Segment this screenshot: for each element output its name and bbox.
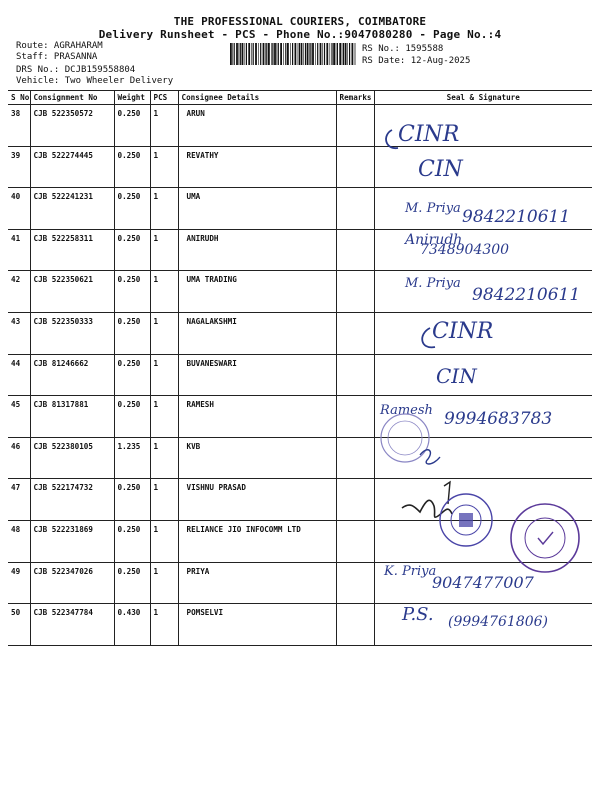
barcode-bar: [290, 43, 291, 65]
table-row: [8, 562, 592, 604]
seal-cell: [374, 229, 592, 271]
weight-cell: 0.250: [114, 312, 150, 354]
remarks-cell: [336, 520, 374, 562]
barcode-bar: [272, 43, 273, 65]
remarks-cell: [336, 146, 374, 188]
weight-cell: 1.235: [114, 437, 150, 479]
consignment-cell: CJB 522380105: [30, 437, 114, 479]
sno-cell: 41: [8, 229, 30, 271]
barcode-bar: [333, 43, 335, 65]
sno-cell: 43: [8, 312, 30, 354]
weight-cell: 0.250: [114, 562, 150, 604]
barcode-bar: [266, 43, 267, 65]
barcode-bar: [260, 43, 261, 65]
remarks-cell: [336, 396, 374, 438]
signature-42-name: M. Priya: [405, 276, 461, 291]
consignee-cell: KVB: [178, 437, 336, 479]
barcode-bar: [268, 43, 270, 65]
seal-cell: [374, 520, 592, 562]
route-label: Route: AGRAHARAM: [16, 41, 103, 51]
barcode-bar: [309, 43, 310, 65]
barcode-bar: [292, 43, 293, 65]
table-row: [8, 354, 592, 396]
pcs-cell: 1: [150, 271, 178, 313]
barcode-icon: [230, 43, 356, 65]
consignee-cell: VISHNU PRASAD: [178, 479, 336, 521]
signature-44: CIN: [436, 364, 477, 388]
barcode-bar: [303, 43, 304, 65]
barcode-bar: [330, 43, 331, 65]
seal-cell: [374, 562, 592, 604]
remarks-cell: [336, 229, 374, 271]
consignment-cell: CJB 522347026: [30, 562, 114, 604]
pcs-cell: 1: [150, 146, 178, 188]
col-remarks: Remarks: [336, 91, 374, 105]
delivery-table: [8, 90, 592, 646]
sno-cell: 38: [8, 105, 30, 147]
sno-cell: 49: [8, 562, 30, 604]
barcode-bar: [244, 43, 245, 65]
barcode-bar: [263, 43, 265, 65]
weight-cell: 0.250: [114, 354, 150, 396]
barcode-bar: [246, 43, 247, 65]
barcode-bar: [324, 43, 325, 65]
barcode-bar: [240, 43, 241, 65]
weight-cell: 0.250: [114, 479, 150, 521]
barcode-bar: [271, 43, 272, 65]
seal-cell: [374, 188, 592, 230]
barcode-bar: [355, 43, 356, 65]
sno-cell: 42: [8, 271, 30, 313]
table-row: [8, 396, 592, 438]
barcode-bar: [236, 43, 238, 65]
col-consignee: Consignee Details: [178, 91, 336, 105]
consignment-cell: CJB 81317881: [30, 396, 114, 438]
sno-cell: 50: [8, 604, 30, 646]
barcode-bar: [277, 43, 278, 65]
barcode-bar: [299, 43, 300, 65]
consignment-cell: CJB 522274445: [30, 146, 114, 188]
seal-cell: [374, 437, 592, 479]
sno-cell: 39: [8, 146, 30, 188]
barcode-bar: [280, 43, 282, 65]
weight-cell: 0.250: [114, 146, 150, 188]
signature-41-name: Anirudh: [405, 232, 463, 248]
pcs-cell: 1: [150, 396, 178, 438]
rs-date: RS Date: 12-Aug-2025: [362, 56, 471, 66]
table-row: [8, 604, 592, 646]
table-row: [8, 146, 592, 188]
pcs-cell: 1: [150, 229, 178, 271]
col-pcs: PCS: [150, 91, 178, 105]
pcs-cell: 1: [150, 479, 178, 521]
consignee-cell: UMA: [178, 188, 336, 230]
consignee-cell: UMA TRADING: [178, 271, 336, 313]
barcode-bar: [253, 43, 254, 65]
remarks-cell: [336, 437, 374, 479]
consignee-cell: ARUN: [178, 105, 336, 147]
barcode-bar: [349, 43, 350, 65]
weight-cell: 0.250: [114, 105, 150, 147]
sno-cell: 44: [8, 354, 30, 396]
signature-42-phone: 9842210611: [472, 285, 581, 305]
barcode-bar: [287, 43, 289, 65]
weight-cell: 0.250: [114, 271, 150, 313]
remarks-cell: [336, 562, 374, 604]
barcode-bar: [251, 43, 252, 65]
barcode-bar: [255, 43, 257, 65]
sno-cell: 47: [8, 479, 30, 521]
seal-cell: [374, 105, 592, 147]
consignee-cell: NAGALAKSHMI: [178, 312, 336, 354]
consignment-cell: CJB 522350572: [30, 105, 114, 147]
seal-cell: [374, 604, 592, 646]
remarks-cell: [336, 188, 374, 230]
signature-49-name: K. Priya: [384, 564, 437, 579]
table-row: [8, 479, 592, 521]
barcode-bar: [322, 43, 323, 65]
barcode-bar: [345, 43, 347, 65]
barcode-bar: [336, 43, 337, 65]
consignee-cell: REVATHY: [178, 146, 336, 188]
sno-cell: 46: [8, 437, 30, 479]
pcs-cell: 1: [150, 437, 178, 479]
drs-label: DRS No.: DCJB159558804: [16, 65, 136, 75]
runsheet-subtitle: Delivery Runsheet - PCS - Phone No.:9047080280 - Page No.:4: [98, 28, 502, 41]
weight-cell: 0.250: [114, 520, 150, 562]
seal-cell: [374, 146, 592, 188]
pcs-cell: 1: [150, 188, 178, 230]
barcode-bar: [242, 43, 244, 65]
signature-50-name: P.S.: [402, 604, 434, 625]
barcode-bar: [337, 43, 338, 65]
barcode-bar: [315, 43, 316, 65]
barcode-bar: [312, 43, 314, 65]
sno-cell: 45: [8, 396, 30, 438]
table-row: [8, 271, 592, 313]
pcs-cell: 1: [150, 105, 178, 147]
table-row: [8, 105, 592, 147]
barcode-bar: [234, 43, 235, 65]
barcode-bar: [343, 43, 344, 65]
consignment-cell: CJB 522258311: [30, 229, 114, 271]
signature-41-phone: 7348904300: [420, 242, 510, 258]
signature-43: CINR: [432, 319, 494, 344]
col-weight: Weight: [114, 91, 150, 105]
signature-40-phone: 9842210611: [462, 207, 571, 227]
pcs-cell: 1: [150, 354, 178, 396]
signature-45-phone: 9994683783: [444, 409, 553, 429]
sno-cell: 48: [8, 520, 30, 562]
pcs-cell: 1: [150, 520, 178, 562]
consignee-cell: PRIYA: [178, 562, 336, 604]
consignment-cell: CJB 522350333: [30, 312, 114, 354]
remarks-cell: [336, 604, 374, 646]
weight-cell: 0.430: [114, 604, 150, 646]
barcode-bar: [283, 43, 284, 65]
barcode-bar: [248, 43, 250, 65]
pcs-cell: 1: [150, 562, 178, 604]
consignee-cell: RELIANCE JIO INFOCOMM LTD: [178, 520, 336, 562]
col-sno: S No: [8, 91, 30, 105]
remarks-cell: [336, 271, 374, 313]
seal-cell: [374, 312, 592, 354]
barcode-bar: [232, 43, 233, 65]
signature-40-name: M. Priya: [405, 201, 461, 216]
barcode-bar: [326, 43, 328, 65]
barcode-bar: [301, 43, 303, 65]
barcode-bar: [258, 43, 259, 65]
signature-39: CIN: [418, 157, 463, 182]
barcode-bar: [305, 43, 306, 65]
pcs-cell: 1: [150, 604, 178, 646]
barcode-bar: [274, 43, 276, 65]
consignee-cell: ANIRUDH: [178, 229, 336, 271]
rs-number: RS No.: 1595588: [362, 44, 444, 54]
staff-label: Staff: PRASANNA: [16, 52, 98, 62]
col-consignment: Consignment No: [30, 91, 114, 105]
barcode-bar: [310, 43, 311, 65]
company-title: THE PROFESSIONAL COURIERS, COIMBATORE: [173, 15, 427, 28]
remarks-cell: [336, 105, 374, 147]
seal-cell: [374, 271, 592, 313]
consignee-cell: POMSELVI: [178, 604, 336, 646]
signature-38: CINR: [398, 122, 460, 147]
barcode-bar: [339, 43, 341, 65]
consignment-cell: CJB 522231869: [30, 520, 114, 562]
barcode-bar: [307, 43, 309, 65]
remarks-cell: [336, 354, 374, 396]
sno-cell: 40: [8, 188, 30, 230]
weight-cell: 0.250: [114, 396, 150, 438]
consignment-cell: CJB 522350621: [30, 271, 114, 313]
consignment-cell: CJB 522241231: [30, 188, 114, 230]
barcode-bar: [320, 43, 322, 65]
weight-cell: 0.250: [114, 188, 150, 230]
barcode-bar: [285, 43, 286, 65]
weight-cell: 0.250: [114, 229, 150, 271]
pcs-cell: 1: [150, 312, 178, 354]
consignment-cell: CJB 522174732: [30, 479, 114, 521]
barcode-bar: [278, 43, 279, 65]
consignee-cell: RAMESH: [178, 396, 336, 438]
signature-49-phone: 9047477007: [432, 573, 534, 592]
barcode-bar: [352, 43, 354, 65]
seal-cell: [374, 354, 592, 396]
barcode-bar: [230, 43, 232, 65]
barcode-bar: [317, 43, 318, 65]
consignee-cell: BUVANESWARI: [178, 354, 336, 396]
table-row: [8, 312, 592, 354]
remarks-cell: [336, 312, 374, 354]
consignment-cell: CJB 522347784: [30, 604, 114, 646]
signature-45-name: Ramesh: [380, 403, 433, 418]
table-row: [8, 229, 592, 271]
barcode-bar: [347, 43, 348, 65]
consignment-cell: CJB 81246662: [30, 354, 114, 396]
vehicle-label: Vehicle: Two Wheeler Delivery: [16, 76, 174, 86]
seal-cell: [374, 479, 592, 521]
table-row: [8, 520, 592, 562]
barcode-bar: [298, 43, 299, 65]
signature-50-phone: (9994761806): [448, 614, 548, 630]
table-header-row: [8, 91, 592, 105]
barcode-bar: [331, 43, 332, 65]
barcode-bar: [265, 43, 266, 65]
seal-cell: [374, 396, 592, 438]
barcode-bar: [295, 43, 297, 65]
barcode-bar: [342, 43, 343, 65]
table-row: [8, 188, 592, 230]
col-seal: Seal & Signature: [374, 91, 592, 105]
table-row: [8, 437, 592, 479]
barcode-bar: [239, 43, 240, 65]
remarks-cell: [336, 479, 374, 521]
